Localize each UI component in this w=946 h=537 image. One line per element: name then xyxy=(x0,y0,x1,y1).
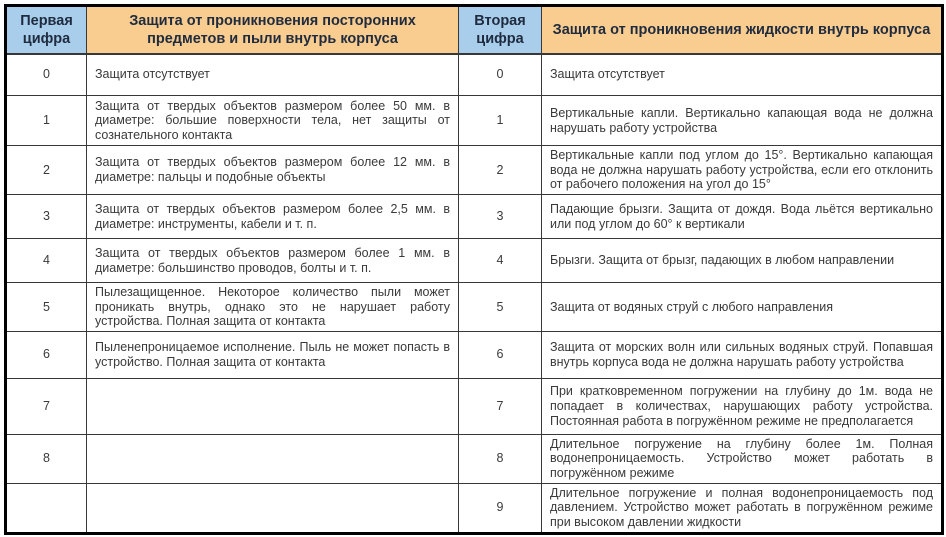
solid-protection-cell: Защита от твердых объектов размером более 2,5 мм. в диаметре: инструменты, кабели и т. п. xyxy=(87,195,459,239)
table-row xyxy=(6,283,943,332)
first-digit-cell: 1 xyxy=(6,96,87,146)
second-digit-cell: 8 xyxy=(459,434,542,483)
header-second-digit: Вторая цифра xyxy=(459,6,542,54)
second-digit-cell: 1 xyxy=(459,96,542,146)
table-row xyxy=(6,434,943,483)
first-digit-cell: 7 xyxy=(6,378,87,434)
solid-protection-cell: Пыленепроницаемое исполнение. Пыль не может попасть в устройство. Полная защита от контакта xyxy=(87,331,459,378)
table-row xyxy=(6,54,943,96)
solid-protection-cell: Защита от твердых объектов размером более 1 мм. в диаметре: большинство проводов, болты и т. п. xyxy=(87,239,459,283)
header-liquid-protection: Защита от проникновения жидкости внутрь корпуса xyxy=(542,6,943,54)
second-digit-cell: 3 xyxy=(459,195,542,239)
solid-protection-cell: Защита от твердых объектов размером более 50 мм. в диаметре: большие поверхности тела, нет защиты от сознательного контакта xyxy=(87,96,459,146)
solid-protection-cell: Защита от твердых объектов размером более 12 мм. в диаметре: пальцы и подобные объекты xyxy=(87,146,459,195)
solid-protection-cell: Пылезащищенное. Некоторое количество пыли может проникать внутрь, однако это не нарушает работу устройства. Полная защита от контакта xyxy=(87,283,459,332)
first-digit-cell: 4 xyxy=(6,239,87,283)
table-row xyxy=(6,331,943,378)
table-row xyxy=(6,146,943,195)
second-digit-cell: 9 xyxy=(459,483,542,533)
table-row xyxy=(6,483,943,533)
second-digit-cell: 7 xyxy=(459,378,542,434)
solid-protection-cell xyxy=(87,434,459,483)
liquid-protection-cell: Брызги. Защита от брызг, падающих в любом направлении xyxy=(542,239,943,283)
liquid-protection-cell: Вертикальные капли под углом до 15°. Вертикально капающая вода не должна нарушать работу устройства, если его отклонить от рабочего положения на угол до 15° xyxy=(542,146,943,195)
table-header-row xyxy=(6,6,943,54)
second-digit-cell: 4 xyxy=(459,239,542,283)
first-digit-cell xyxy=(6,483,87,533)
first-digit-cell: 3 xyxy=(6,195,87,239)
first-digit-cell: 2 xyxy=(6,146,87,195)
liquid-protection-cell: Падающие брызги. Защита от дождя. Вода льётся вертикально или под углом до 60° к вертикали xyxy=(542,195,943,239)
second-digit-cell: 2 xyxy=(459,146,542,195)
first-digit-cell: 0 xyxy=(6,54,87,96)
liquid-protection-cell: Вертикальные капли. Вертикально капающая вода не должна нарушать работу устройства xyxy=(542,96,943,146)
solid-protection-cell: Защита отсутствует xyxy=(87,54,459,96)
solid-protection-cell xyxy=(87,378,459,434)
first-digit-cell: 6 xyxy=(6,331,87,378)
liquid-protection-cell: Защита отсутствует xyxy=(542,54,943,96)
table-row xyxy=(6,96,943,146)
solid-protection-cell xyxy=(87,483,459,533)
table-row xyxy=(6,378,943,434)
header-solid-protection: Защита от проникновения посторонних предметов и пыли внутрь корпуса xyxy=(87,6,459,54)
table-row xyxy=(6,195,943,239)
table-row xyxy=(6,239,943,283)
second-digit-cell: 6 xyxy=(459,331,542,378)
liquid-protection-cell: Длительное погружение на глубину более 1м. Полная водонепроницаемость. Устройство может работать в погружённом режиме xyxy=(542,434,943,483)
header-first-digit: Первая цифра xyxy=(6,6,87,54)
second-digit-cell: 0 xyxy=(459,54,542,96)
first-digit-cell: 5 xyxy=(6,283,87,332)
ip-rating-table-container xyxy=(4,4,944,535)
liquid-protection-cell: Защита от водяных струй с любого направления xyxy=(542,283,943,332)
second-digit-cell: 5 xyxy=(459,283,542,332)
first-digit-cell: 8 xyxy=(6,434,87,483)
ip-rating-table xyxy=(4,4,944,535)
liquid-protection-cell: При кратковременном погружении на глубину до 1м. вода не попадает в количествах, нарушающих работу устройства. Постоянная работа в погружённом режиме не предполагается xyxy=(542,378,943,434)
liquid-protection-cell: Защита от морских волн или сильных водяных струй. Попавшая внутрь корпуса вода не должна нарушать работу устройства xyxy=(542,331,943,378)
liquid-protection-cell: Длительное погружение и полная водонепроницаемость под давлением. Устройство может работать в погружённом режиме при высоком давлении жидкости xyxy=(542,483,943,533)
